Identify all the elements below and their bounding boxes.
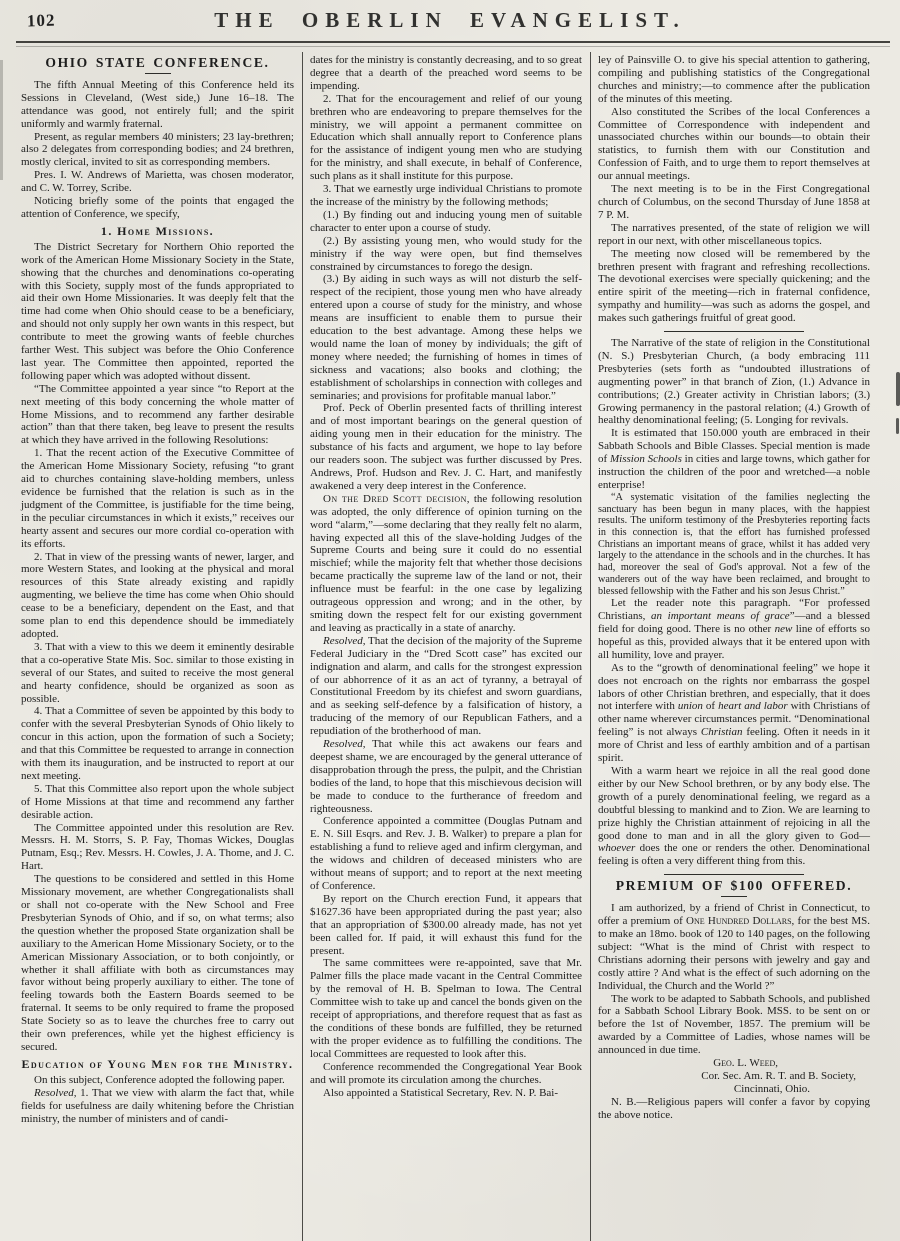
article-heading: OHIO STATE CONFERENCE. [45, 55, 270, 70]
paragraph: dates for the ministry is constantly decreasing, and to so great degree that a dearth of the preached word seems to be impending. [310, 54, 582, 92]
paragraph-lead: On the Dred Scott decision, [323, 492, 470, 505]
paragraph: The Committee appointed under this resolution are Rev. Messrs. H. M. Storrs, S. P. Fay, Thomas Wickes, Douglas Putnam, Esq.; Rev. Messrs. H. Cowles, J. A. Thome, and J. C. Hart. [21, 821, 294, 873]
paragraph: With a warm heart we rejoice in all the real good done either by our New School brethren, or by any body else. The growth of a purely denominational feeling, we regard as a doubtful blessing to mankind and to Zion. We are learning to prize highly the Christian attainment of rejoicing in all the good done to man and in all the glory given to God—whoever does the one or renders the other. Denominational feeling is often a very different thing from this. [598, 765, 870, 868]
paragraph: On the Dred Scott decision, the following resolution was adopted, the only difference of opinion turning on the word “alarm,”—some declaring that they really felt no alarm, having expected all this of the slave-holding Judges of the Supreme Courts and being sure it could do no essential mischief; while the majority felt that whether those decisions became practically the supreme law of the land or not, their influence must be fearful: in the one case by legalizing outrageous oppression and wrong; and in the other, by smiting down the respect felt for our existing government and leaving as practically in a state of anarchy. [310, 492, 582, 634]
paragraph: Pres. I. W. Andrews of Marietta, was chosen moderator, and C. W. Torrey, Scribe. [21, 169, 294, 195]
paragraph: ley of Painsville O. to give his special attention to gathering, compiling and publishing statistics of the Congregational churches and ministry;—to commence after the publication of the minutes of this meeting. [598, 54, 870, 105]
scan-artifact [0, 60, 3, 180]
paragraph: Prof. Peck of Oberlin presented facts of thrilling interest and of most important bearings on the general question of aiding young men in their education for the ministry. The substance of his facts and argument, we hope to lay before our readers soon. The subject was further discussed by Pres. Andrews, Prof. Hudson and Rev. J. C. Hart, and manifestly awakened a very deep interest in the Conference. [310, 402, 582, 492]
section-subheading: Education of Young Men for the Ministry. [21, 1056, 294, 1071]
masthead-title: THE OBERLIN EVANGELIST. [214, 8, 686, 32]
section-subheading: 1. Home Missions. [100, 223, 215, 238]
paragraph: Conference appointed a committee (Douglas Putnam and E. N. Sill Esqrs. and Rev. J. B. Walker) to prepare a plan for establishing a fund to relieve aged and infirm clergyman, and the widows and children of deceased ministers who are without means of support; and to report at the next meeting of Conference. [310, 815, 582, 892]
paragraph: Resolved, That while this act awakens our fears and deepest shame, we are encouraged by the general utterance of disapprobation through the press, the pulpit, and the Christian bodies of the land, to hope that this mischievous decision will be made to conduce to the furtherance of freedom and righteousness. [310, 738, 582, 815]
paragraph: The questions to be considered and settled in this Home Missionary movement, are whether Congregationalists shall or shall not co-operate with the New School and Free Presbyterian Synods of Ohio, and if so, on what terms; also the question whether the proposed State organization shall be auxiliary to the American Home Missionary Society, or to the American Missionary Association, or to both conjointly, or whether it shall affiliate with both as circumstances may favor without being properly auxiliary to either. The tone of feeling towards both the Eastern Boards seemed to be fraternal. It seems to be only required to frame the proposed State Society so as to leave the churches free to carry out their own preferences, while yet the highest efficiency is secured. [21, 873, 294, 1053]
paragraph: The meeting now closed will be remembered by the brethren present with fragrant and refreshing recollections. The devotional exercises were specially quickening; and the entire spirit of the meeting—rich in fraternal confidence, sympathy and humility—was such as adorns the gospel, and makes such gatherings fruitful of great good. [598, 247, 870, 325]
paragraph: Let the reader note this paragraph. “For professed Christians, an important means of grace”—and a blessed field for doing good. There is no other new line of efforts so hopeful as this, provided always that it be entered upon with all humility, love and prayer. [598, 597, 870, 661]
paragraph: Present, as regular members 40 ministers; 23 lay-brethren; also 2 delegates from corresponding bodies; and 24 brethren, mostly clerical, invited to sit as corresponding members. [21, 130, 294, 169]
paragraph: Also constituted the Scribes of the local Conferences a Committee of Correspondence with independent and unassociated churches within our bounds—to obtain their statistics, to furnish them with our Constitution and Confession of Faith, and to urge them to report themselves at our annual meetings. [598, 105, 870, 183]
paragraph: The District Secretary for Northern Ohio reported the work of the American Home Missionary Society in the State, showing that the churches and denominations co-operating with this Society, supply most of the funds appropriated to aid their own Home Missionaries. It was deeply felt that the time had come when Ohio should cease to be a beneficiary, and should not only supply her own wants in this respect, but contribute to meet the growing wants of feeble churches farther West. This subject was before the Ohio Conference last year. The Committee then appointed, reported the following paper which was adopted without dissent. [21, 240, 294, 382]
paragraph: “A systematic visitation of the families neglecting the sanctuary has been begun in many places, with the happiest results. The uniform testimony of the Presbyteries reporting facts in this connection is, that the effort has furnished professed Christians an important means of grace, whilst it has added very largely to the attendance in the schools and in the churches. It has had, moreover the seal of God's approval. Not a few of the wanderers out of the way have been reclaimed, and brought to blessed fellowship with the Father and his son Jesus Christ.” [598, 491, 870, 597]
paragraph: The Narrative of the state of religion in the Constitutional (N. S.) Presbyterian Church, (a body embracing 111 Presbyteries (sets forth as “undoubted illustrations of augmenting power” in that branch of Zion, (1.) Advance in contributions; (2.) Greater activity in Christian labors; (3.) Growing permanency in the pastoral relation; (4.) Growth of healthy denominational feeling; (5. Longing for revivals. [598, 337, 870, 427]
paragraph: 2. That for the encouragement and relief of our young brethren who are endeavoring to prepare themselves for the ministry, we will appoint a permanent committee on Education which shall annually report to Conference plans for the assistance of indigent young men who are studying for the ministry, and shall execute, in behalf of Conference, such plans as it shall institute for this purpose. [310, 92, 582, 183]
paragraph: (1.) By finding out and inducing young men of suitable character to enter upon a course of study. [310, 208, 582, 234]
paragraph-lead: Resolved, [323, 634, 366, 647]
paragraph: Also appointed a Statistical Secretary, Rev. N. P. Bai- [323, 1086, 559, 1099]
article-heading: PREMIUM OF $100 OFFERED. [615, 878, 853, 894]
column-3 [590, 52, 878, 1241]
paragraph: The fifth Annual Meeting of this Conference held its Sessions in Cleveland, (West side,) June 16–18. The attendance was good, not entirely full; and the spirit uniformly and warmly fraternal. [21, 78, 294, 130]
paragraph: Noticing briefly some of the points that engaged the attention of Conference, we specify, [21, 195, 294, 220]
paragraph: “The Committee appointed a year since “to Report at the next meeting of this body concerning the whole matter of Home Missions, and to recommend any farther desirable action” than that there taken, beg leave to present the results at which they have arrived in the following Resolutions: [21, 382, 294, 447]
paragraph: N. B.—Religious papers will confer a favor by copying the above notice. [598, 1095, 870, 1121]
paragraph: Resolved, That the decision of the majority of the Supreme Federal Judiciary in the “Dred Scott case” has excited our indignation and alarm, and calls for the strongest expression of our abhorrence of it as an act of tyranny, a betrayal of Constitutional Freedom by its chiefest and sworn guardians, and as seeking self-defence by a falsification of history, a traducing of the memory of our Republican Fathers, and a repudiation of the brotherhood of man. [310, 634, 582, 738]
paragraph: (2.) By assisting young men, who would study for the ministry if the way were open, but find themselves constrained by circumstances to forego the design. [310, 234, 582, 273]
paragraph: The same committees were re-appointed, save that Mr. Palmer fills the place made vacant in the Central Committee by the removal of H. B. Spelman to Iowa. The Central Committee wish to take up and cancel the bonds given on the receipt of appropriations, and therefore request that as fast as the conditions of these bonds are fulfilled, they be returned with the proper evidence as to fulfilling the conditions. The local Committees are requested to look after this. [310, 957, 582, 1060]
paragraph: Conference recommended the Congregational Year Book and will promote its circulation among the churches. [310, 1060, 582, 1086]
paragraph: Resolved, 1. That we view with alarm the fact that, while fields for usefulness are daily whitening before the Christian ministry, the number of ministers and of candi- [21, 1086, 294, 1125]
paragraph: It is estimated that 150.000 youth are embraced in their Sabbath Schools and Bible Classes. Special mention is made of Mission Schools in cities and large towns, which gather for instruction the children of the poor and wretched—a noble enterprise! [598, 427, 870, 491]
signature-line: Cor. Sec. Am. R. T. and B. Society, [701, 1069, 856, 1082]
paragraph: The work to be adapted to Sabbath Schools, and published for a Sabbath School Library Book. MSS. to be sent on or before the 1st of November, 1857. The premium will be awarded by a Committee of Ladies, whose names will be announced in due time. [598, 992, 870, 1057]
paragraph-lead: Resolved, [323, 738, 366, 751]
column-container [0, 47, 900, 1241]
paragraph: By report on the Church erection Fund, it appears that $1627.36 have been appropriated during the past year; also that an appropriation of $300.00 already made, has not yet been called for. If paid, it will exhaust this fund for the present. [310, 892, 582, 957]
paragraph: 4. That a Committee of seven be appointed by this body to confer with the several Presbyterian Synods of Ohio likely to concur in this action, upon the formation of such a Society; and that this Committee be requested to arrange in connection with them its inauguration, and be instructed to report at our next meeting. [21, 705, 294, 782]
scan-artifact [896, 418, 899, 434]
divider-rule [664, 874, 804, 875]
page-header [0, 0, 900, 38]
paragraph: The next meeting is to be in the First Congregational church of Columbus, on the second Thursday of June 1858 at 7 P. M. [598, 183, 870, 221]
divider-rule [721, 896, 747, 897]
page-number: 102 [26, 10, 56, 31]
paragraph: (3.) By aiding in such ways as will not disturb the self-respect of the recipient, those young men who have already entered upon a course of study for the ministry, and whose means are insufficient to enable them to pursue their education to the best advantage. Among these helps we would name the loan of money by individuals; the gift of money where needed; the furnishing of homes in times of sickness and vacations; also books and clothing; the establishment of scholarships in connection with colleges and seminaries; and provisions for profitable manual labor.” [310, 273, 582, 402]
signature-block [598, 1057, 870, 1096]
divider-rule [664, 331, 804, 332]
paragraph: 2. That in view of the pressing wants of newer, larger, and more Western States, and looking at the physical and moral resources of this State already existing and rapidly augmenting, we believe the time has come when Ohio should cease to be a beneficiary, dependent on the East, and that some plan to end this dependence should be immediately adopted. [21, 550, 294, 640]
paragraph: 5. That this Committee also report upon the whole subject of Home Missions at that time and recommend any farther desirable action. [21, 782, 294, 821]
paragraph: 3. That with a view to this we deem it eminently desirable that a co-operative State Mis. Soc. similar to those existing in several of our States, and suited to receive the most general and hearty confidence, should be organized as soon as possible. [21, 640, 294, 705]
divider-rule [145, 73, 171, 74]
paragraph: 1. That the recent action of the Executive Committee of the American Home Missionary Society, refusing “to grant aid to churches containing slave-holding members, unless evidence be furnished that the relation is such as in the judgment of the Committee, is justifiable for the time being, in the peculiar circumstances in which it exists,” receives our hearty assent and secures our more cordial co-operation with its efforts. [21, 447, 294, 550]
scan-artifact [896, 372, 900, 406]
signature-line: Geo. L. Weed, [713, 1057, 778, 1070]
column-2 [302, 52, 590, 1241]
paragraph: As to the “growth of denominational feeling” we hope it does not encroach on the rights nor embarrass the gospel labors of other Christian brethren, and especially, that it does not interfere with union of heart and labor with Christians of other name wherever circumstances permit. “Denominational feeling” is not always Christian feeling. Often it needs in it more of Christ and less of earthly ambition and of a partisan spirit. [598, 661, 870, 765]
paragraph: On this subject, Conference adopted the following paper. [34, 1073, 285, 1086]
column-1 [14, 52, 302, 1241]
paragraph: The narratives presented, of the state of religion we will report in our next, with other miscellaneous topics. [598, 221, 870, 247]
paragraph-lead: Resolved, [34, 1086, 77, 1099]
paragraph: I am authorized, by a friend of Christ in Connecticut, to offer a premium of One Hundred Dollars, for the best MS. to make an 18mo. book of 120 to 140 pages, on the following subject: “What is the mind of Christ with respect to Christians adorning their persons with jewelry and gay and costly attire ? And what is the effect of such adorning on the Individual, the Church and the World ?” [598, 902, 871, 992]
paragraph: 3. That we earnestly urge individual Christians to promote the increase of the ministry by the following methods; [310, 183, 582, 208]
signature-line: Cincinnati, Ohio. [733, 1082, 810, 1095]
